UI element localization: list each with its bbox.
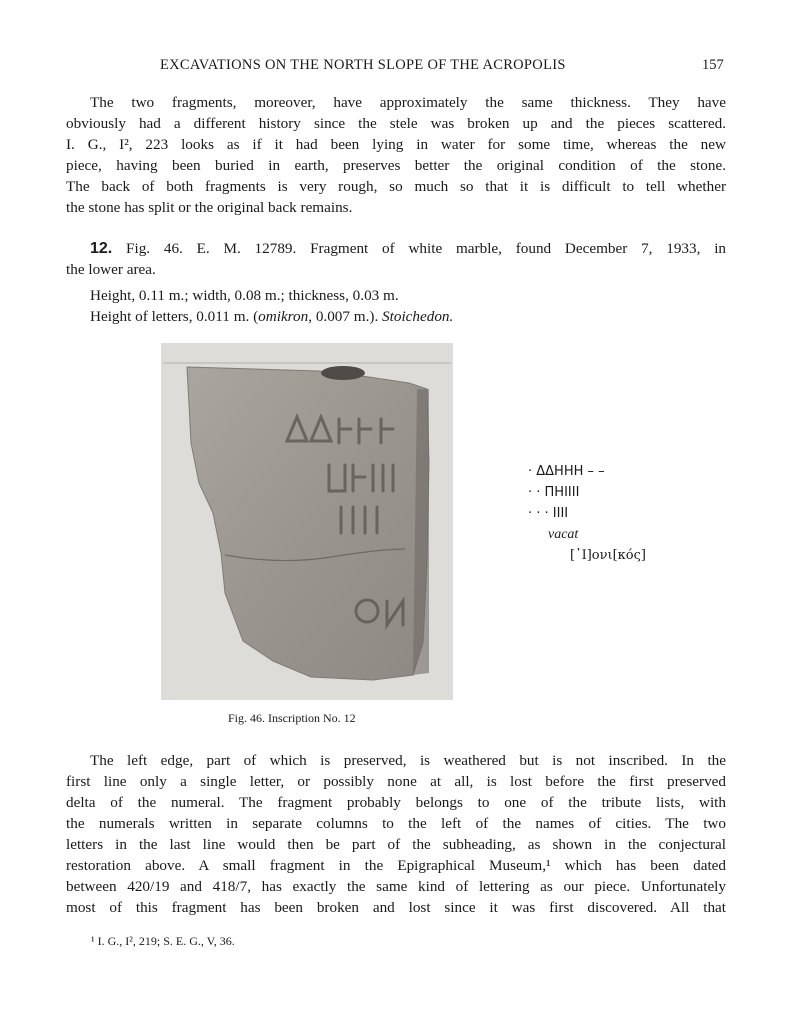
running-title: EXCAVATIONS ON THE NORTH SLOPE OF THE ACROPOLIS <box>160 57 566 73</box>
entry-number: 12. <box>90 240 113 257</box>
text-line: piece, having been buried in earth, preserves better the original condition of the stone. <box>66 157 726 174</box>
text-line: The two fragments, moreover, have approximately the same thickness. They have <box>90 94 726 111</box>
figure-caption: Fig. 46. Inscription No. 12 <box>228 711 356 725</box>
marble-fragment-image <box>161 343 453 700</box>
dimensions: Height, 0.11 m.; width, 0.08 m.; thickness, 0.03 m. <box>90 287 399 304</box>
text-line: the numerals written in separate columns to the left of the names of cities. The two <box>66 815 726 832</box>
restoration-line: [᾽Ι]ονι[κός] <box>570 548 646 563</box>
omikron-term: omikron <box>258 308 309 325</box>
entry-description: Fig. 46. E. M. 12789. Fragment of white marble, found December 7, 1933, in <box>126 240 727 257</box>
paragraph-left-edge <box>66 750 726 918</box>
transcription-line: · · ΠΗΙΙΙΙ <box>528 485 580 500</box>
text-line: first line only a single letter, or possibly none at all, is lost before the first preserved <box>66 773 726 790</box>
vacat-note: vacat <box>548 527 579 542</box>
paragraph-thickness <box>66 92 726 218</box>
page-number: 157 <box>702 57 724 73</box>
letters-prefix: Height of letters, 0.011 m. ( <box>90 308 259 325</box>
letters-mid: , 0.007 m.). <box>308 308 383 325</box>
transcription-line: · ΔΔΗΗΗ – – <box>528 464 605 479</box>
text-line: the stone has split or the original back remains. <box>66 199 353 216</box>
entry-line-1 <box>66 238 726 259</box>
text-line: between 420/19 and 418/7, has exactly the same kind of lettering as our piece. Unfortunately <box>66 878 726 895</box>
text-line: restoration above. A small fragment in the Epigraphical Museum,¹ which has been dated <box>66 857 726 874</box>
text-line: The left edge, part of which is preserved, is weathered but is not inscribed. In the <box>90 752 726 769</box>
text-line: I. G., I², 223 looks as if it had been lying in water for some time, whereas the new <box>66 136 726 153</box>
transcription-line: · · · ΙΙΙΙ <box>528 506 569 521</box>
text-line: letters in the last line would then be part of the subheading, as shown in the conjectural <box>66 836 726 853</box>
stoichedon-term: Stoichedon. <box>382 308 454 325</box>
entry-line-2: the lower area. <box>66 261 156 278</box>
footnote: ¹ I. G., I², 219; S. E. G., V, 36. <box>91 934 235 948</box>
inscription-photograph <box>161 343 453 700</box>
inscription-transcription <box>528 461 646 566</box>
text-line: delta of the numeral. The fragment probably belongs to one of the tribute lists, with <box>66 794 726 811</box>
letter-height <box>90 306 453 327</box>
text-line: obviously had a different history since the stele was broken up and the pieces scattered. <box>66 115 726 132</box>
text-line: The back of both fragments is very rough, so much so that it is difficult to tell whether <box>66 178 726 195</box>
text-line: most of this fragment has been broken and lost since it was first discovered. All that <box>66 899 726 916</box>
entry-header <box>66 238 726 280</box>
